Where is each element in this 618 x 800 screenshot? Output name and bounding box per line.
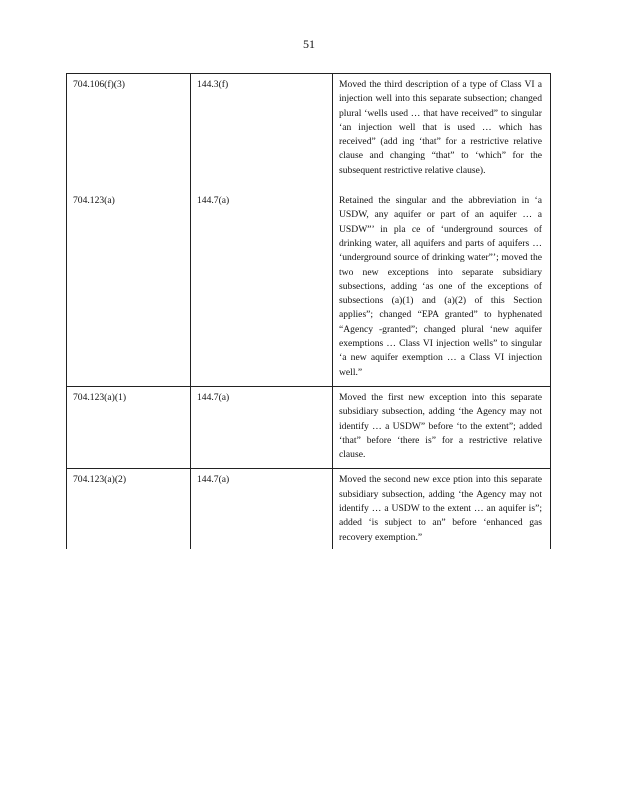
federal-citation: 144.7(a) (191, 469, 333, 549)
federal-citation: 144.7(a) (191, 386, 333, 468)
page-number: 51 (303, 37, 315, 51)
change-description: Retained the singular and the abbreviation in ‘a USDW, any aquifer or part of an aquifer … a USDW”’ in pla ce of ‘underground sources of drinking water, all aquifers and parts of aquifers … ‘underground source of drinking water”’; moved the two new exceptions into separate subsidiary subsections, adding ‘as one of the exceptions of subsections (a)(1) and (a)(2) of this Section applies”; changed “EPA granted” to hyphenated “Agency -granted”; changed plural ‘new aquifer exemptions … Class VI injection wells” to singular ‘a new aquifer exemption … a Class VI injection well.” (333, 184, 551, 386)
illinois-citation: 704.123(a)(1) (67, 386, 191, 468)
federal-citation: 144.3(f) (191, 74, 333, 185)
illinois-citation: 704.123(a) (67, 184, 191, 386)
table-row (67, 386, 551, 468)
illinois-citation: 704.123(a)(2) (67, 469, 191, 549)
change-description: Moved the first new exception into this separate subsidiary subsection, adding ‘the Agency may not identify … a USDW” before ‘to the extent”; added ‘that” before ‘there is” for a restrictive relative clause. (333, 386, 551, 468)
change-description: Moved the second new exce ption into this separate subsidiary subsection, adding ‘the Agency may not identify … a USDW to the extent … an aquifer is”; added ‘is subject to an” before ‘enhanced gas recovery exemption.” (333, 469, 551, 549)
table-row (67, 469, 551, 549)
table-row (67, 74, 551, 185)
illinois-citation: 704.106(f)(3) (67, 74, 191, 185)
change-description: Moved the third description of a type of Class VI a injection well into this separate subsection; changed plural ‘wells used … that have received” to singular ‘an injection well that is used … which has received” (add ing ‘that” for a restrictive relative clause and changing “that” to ‘which” for the subsequent restrictive relative clause). (333, 74, 551, 185)
table-row (67, 184, 551, 386)
correlation-table (66, 73, 551, 549)
federal-citation: 144.7(a) (191, 184, 333, 386)
